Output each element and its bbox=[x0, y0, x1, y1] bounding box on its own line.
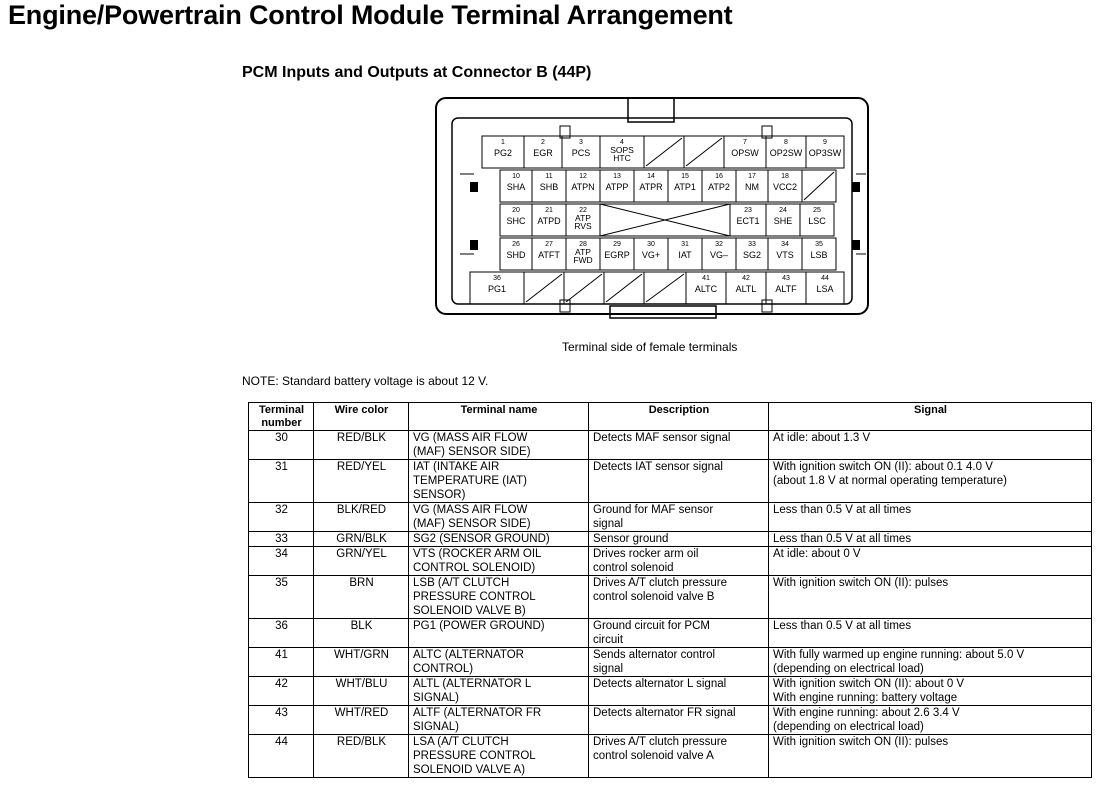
terminal-label: NM bbox=[745, 182, 759, 192]
terminal-label: ALTL bbox=[735, 284, 757, 294]
terminal-label: ATP2 bbox=[708, 182, 730, 192]
description-cell: Drives A/T clutch pressure control solenoid valve B bbox=[589, 576, 769, 619]
terminal-number: 33 bbox=[748, 241, 756, 248]
table-row bbox=[249, 706, 1092, 735]
terminal-number: 9 bbox=[823, 139, 827, 146]
signal-cell: At idle: about 1.3 V bbox=[769, 431, 1092, 460]
terminal-label: EGR bbox=[533, 148, 553, 158]
wire-color-cell: BLK bbox=[314, 619, 409, 648]
terminal-label: SHD bbox=[506, 250, 526, 260]
signal-cell: With engine running: about 2.6 3.4 V (depending on electrical load) bbox=[769, 706, 1092, 735]
terminal-number: 41 bbox=[702, 275, 710, 282]
terminal-label: OP2SW bbox=[769, 148, 803, 158]
terminal-number: 28 bbox=[579, 241, 587, 248]
column-header: Wire color bbox=[314, 403, 409, 431]
blank-slash bbox=[606, 274, 642, 302]
description-cell: Drives rocker arm oil control solenoid bbox=[589, 547, 769, 576]
terminal-number: 29 bbox=[613, 241, 621, 248]
blank-slash bbox=[686, 138, 722, 166]
terminal-label: ATPD bbox=[537, 216, 561, 226]
terminal-label: ATPR bbox=[639, 182, 663, 192]
signal-cell: Less than 0.5 V at all times bbox=[769, 619, 1092, 648]
terminal-number: 24 bbox=[779, 207, 787, 214]
terminal-label: LSA bbox=[816, 284, 834, 294]
connector-side-tab bbox=[852, 182, 860, 192]
wire-color-cell: BRN bbox=[314, 576, 409, 619]
terminal-number: 12 bbox=[579, 173, 587, 180]
signal-cell: Less than 0.5 V at all times bbox=[769, 532, 1092, 547]
blank-slash bbox=[646, 274, 684, 302]
terminal-number: 7 bbox=[743, 139, 747, 146]
terminal-label: ALTF bbox=[775, 284, 797, 294]
terminal-label: VTS bbox=[776, 250, 794, 260]
terminal-name-cell: ALTF (ALTERNATOR FR SIGNAL) bbox=[409, 706, 589, 735]
terminal-label: OP3SW bbox=[808, 148, 842, 158]
section-title: PCM Inputs and Outputs at Connector B (44P) bbox=[242, 64, 592, 81]
connector-side-tab bbox=[470, 240, 478, 250]
terminal-label: ECT1 bbox=[736, 216, 760, 226]
column-header: Terminal name bbox=[409, 403, 589, 431]
terminal-number: 4 bbox=[620, 139, 624, 146]
description-cell: Drives A/T clutch pressure control solenoid valve A bbox=[589, 735, 769, 778]
terminal-label: ATPP bbox=[605, 182, 629, 192]
connector-clip bbox=[560, 300, 570, 312]
terminal-number-cell: 41 bbox=[249, 648, 314, 677]
column-header: Description bbox=[589, 403, 769, 431]
signal-cell: At idle: about 0 V bbox=[769, 547, 1092, 576]
terminal-number: 1 bbox=[501, 139, 505, 146]
terminal-number-cell: 35 bbox=[249, 576, 314, 619]
wire-color-cell: GRN/BLK bbox=[314, 532, 409, 547]
terminal-name-cell: VTS (ROCKER ARM OIL CONTROL SOLENOID) bbox=[409, 547, 589, 576]
wire-color-cell: WHT/GRN bbox=[314, 648, 409, 677]
terminal-number: 31 bbox=[681, 241, 689, 248]
connector-diagram bbox=[430, 94, 880, 322]
terminal-number: 17 bbox=[748, 173, 756, 180]
terminal-name-cell: VG (MASS AIR FLOW (MAF) SENSOR SIDE) bbox=[409, 503, 589, 532]
terminal-label: SHB bbox=[539, 182, 559, 192]
wire-color-cell: GRN/YEL bbox=[314, 547, 409, 576]
terminal-label: LSC bbox=[808, 216, 826, 226]
description-cell: Detects IAT sensor signal bbox=[589, 460, 769, 503]
diagram-caption: Terminal side of female terminals bbox=[562, 340, 738, 354]
table-row bbox=[249, 648, 1092, 677]
terminal-label: ATP bbox=[575, 213, 591, 223]
table-row bbox=[249, 619, 1092, 648]
terminal-number: 36 bbox=[493, 275, 501, 282]
terminal-name-cell: PG1 (POWER GROUND) bbox=[409, 619, 589, 648]
terminal-number: 11 bbox=[545, 173, 553, 180]
table-row bbox=[249, 677, 1092, 706]
terminal-number: 43 bbox=[782, 275, 790, 282]
terminal-number: 34 bbox=[781, 241, 789, 248]
connector-bottom-latch bbox=[610, 306, 716, 318]
terminal-name-cell: LSB (A/T CLUTCH PRESSURE CONTROL SOLENOID VALVE B) bbox=[409, 576, 589, 619]
column-header: Signal bbox=[769, 403, 1092, 431]
signal-cell: With ignition switch ON (II): pulses bbox=[769, 576, 1092, 619]
signal-cell: With fully warmed up engine running: about 5.0 V (depending on electrical load) bbox=[769, 648, 1092, 677]
terminal-number: 22 bbox=[579, 207, 587, 214]
terminal-number: 16 bbox=[715, 173, 723, 180]
terminal-number: 13 bbox=[613, 173, 621, 180]
terminal-label: ATPN bbox=[571, 182, 595, 192]
terminal-label: LSB bbox=[810, 250, 828, 260]
terminal-number: 25 bbox=[813, 207, 821, 214]
signal-table bbox=[248, 402, 1092, 778]
connector-side-tab bbox=[852, 240, 860, 250]
wire-color-cell: RED/YEL bbox=[314, 460, 409, 503]
terminal-label: PG2 bbox=[493, 148, 513, 158]
terminal-label: ALTC bbox=[694, 284, 718, 294]
terminal-label: FWD bbox=[573, 255, 593, 265]
blank-slash bbox=[646, 138, 682, 166]
wire-color-cell: BLK/RED bbox=[314, 503, 409, 532]
terminal-number: 20 bbox=[512, 207, 520, 214]
signal-cell: With ignition switch ON (II): pulses bbox=[769, 735, 1092, 778]
terminal-label: ATFT bbox=[538, 250, 560, 260]
table-row bbox=[249, 735, 1092, 778]
description-cell: Ground for MAF sensor signal bbox=[589, 503, 769, 532]
description-cell: Sensor ground bbox=[589, 532, 769, 547]
description-cell: Detects alternator FR signal bbox=[589, 706, 769, 735]
terminal-name-cell: ALTL (ALTERNATOR L SIGNAL) bbox=[409, 677, 589, 706]
terminal-number: 2 bbox=[541, 139, 545, 146]
terminal-name-cell: ALTC (ALTERNATOR CONTROL) bbox=[409, 648, 589, 677]
terminal-number: 27 bbox=[545, 241, 553, 248]
table-row bbox=[249, 547, 1092, 576]
signal-cell: Less than 0.5 V at all times bbox=[769, 503, 1092, 532]
terminal-number-cell: 30 bbox=[249, 431, 314, 460]
terminal-label: SG2 bbox=[742, 250, 762, 260]
terminal-number-cell: 32 bbox=[249, 503, 314, 532]
terminal-label: SHE bbox=[773, 216, 793, 226]
table-row bbox=[249, 576, 1092, 619]
signal-cell: With ignition switch ON (II): about 0.1 4.0 V (about 1.8 V at normal operating temperature) bbox=[769, 460, 1092, 503]
terminal-number: 8 bbox=[784, 139, 788, 146]
terminal-number-cell: 36 bbox=[249, 619, 314, 648]
terminal-number-cell: 34 bbox=[249, 547, 314, 576]
terminal-name-cell: SG2 (SENSOR GROUND) bbox=[409, 532, 589, 547]
terminal-label: ATP1 bbox=[674, 182, 696, 192]
description-cell: Detects alternator L signal bbox=[589, 677, 769, 706]
terminal-number: 26 bbox=[512, 241, 520, 248]
terminal-label: EGRP bbox=[604, 250, 630, 260]
terminal-number-cell: 33 bbox=[249, 532, 314, 547]
terminal-number: 30 bbox=[647, 241, 655, 248]
terminal-label: PCS bbox=[571, 148, 591, 158]
table-body bbox=[249, 431, 1092, 778]
terminal-name-cell: IAT (INTAKE AIR TEMPERATURE (IAT) SENSOR) bbox=[409, 460, 589, 503]
terminal-number: 23 bbox=[744, 207, 752, 214]
connector-cells bbox=[470, 136, 844, 304]
description-cell: Sends alternator control signal bbox=[589, 648, 769, 677]
terminal-number: 18 bbox=[781, 173, 789, 180]
terminal-number: 15 bbox=[681, 173, 689, 180]
terminal-label: SOPS bbox=[610, 145, 634, 155]
wire-color-cell: RED/BLK bbox=[314, 735, 409, 778]
terminal-number-cell: 31 bbox=[249, 460, 314, 503]
blank-slash bbox=[566, 274, 602, 302]
description-cell: Ground circuit for PCM circuit bbox=[589, 619, 769, 648]
terminal-number: 10 bbox=[512, 173, 520, 180]
terminal-number-cell: 43 bbox=[249, 706, 314, 735]
page-title: Engine/Powertrain Control Module Terminal Arrangement bbox=[8, 0, 733, 30]
signal-cell: With ignition switch ON (II): about 0 V With engine running: battery voltage bbox=[769, 677, 1092, 706]
terminal-label: ATP bbox=[575, 247, 591, 257]
terminal-label: OPSW bbox=[731, 148, 759, 158]
terminal-label: SHC bbox=[506, 216, 526, 226]
wire-color-cell: RED/BLK bbox=[314, 431, 409, 460]
blank-slash bbox=[526, 274, 562, 302]
terminal-name-cell: LSA (A/T CLUTCH PRESSURE CONTROL SOLENOID VALVE A) bbox=[409, 735, 589, 778]
terminal-number: 32 bbox=[715, 241, 723, 248]
terminal-label: RVS bbox=[574, 221, 592, 231]
terminal-number: 3 bbox=[579, 139, 583, 146]
terminal-label: SHA bbox=[506, 182, 526, 192]
terminal-name-cell: VG (MASS AIR FLOW (MAF) SENSOR SIDE) bbox=[409, 431, 589, 460]
blank-slash bbox=[804, 172, 834, 200]
connector-clip bbox=[762, 300, 772, 312]
table-row bbox=[249, 532, 1092, 547]
terminal-label: VG– bbox=[709, 250, 729, 260]
terminal-number: 42 bbox=[742, 275, 750, 282]
voltage-note: NOTE: Standard battery voltage is about 12 V. bbox=[242, 374, 489, 388]
column-header: Terminal number bbox=[249, 403, 314, 431]
terminal-label: HTC bbox=[613, 153, 631, 163]
table-header-row bbox=[249, 403, 1092, 431]
terminal-number-cell: 44 bbox=[249, 735, 314, 778]
terminal-label: PG1 bbox=[487, 284, 507, 294]
terminal-number: 21 bbox=[545, 207, 553, 214]
terminal-number: 44 bbox=[821, 275, 829, 282]
description-cell: Detects MAF sensor signal bbox=[589, 431, 769, 460]
terminal-label: IAT bbox=[678, 250, 692, 260]
terminal-number: 14 bbox=[647, 173, 655, 180]
table-row bbox=[249, 431, 1092, 460]
terminal-number: 35 bbox=[815, 241, 823, 248]
connector-side-tab bbox=[470, 182, 478, 192]
table-row bbox=[249, 503, 1092, 532]
terminal-number-cell: 42 bbox=[249, 677, 314, 706]
table-row bbox=[249, 460, 1092, 503]
wire-color-cell: WHT/RED bbox=[314, 706, 409, 735]
terminal-label: VG+ bbox=[641, 250, 661, 260]
terminal-label: VCC2 bbox=[772, 182, 798, 192]
wire-color-cell: WHT/BLU bbox=[314, 677, 409, 706]
